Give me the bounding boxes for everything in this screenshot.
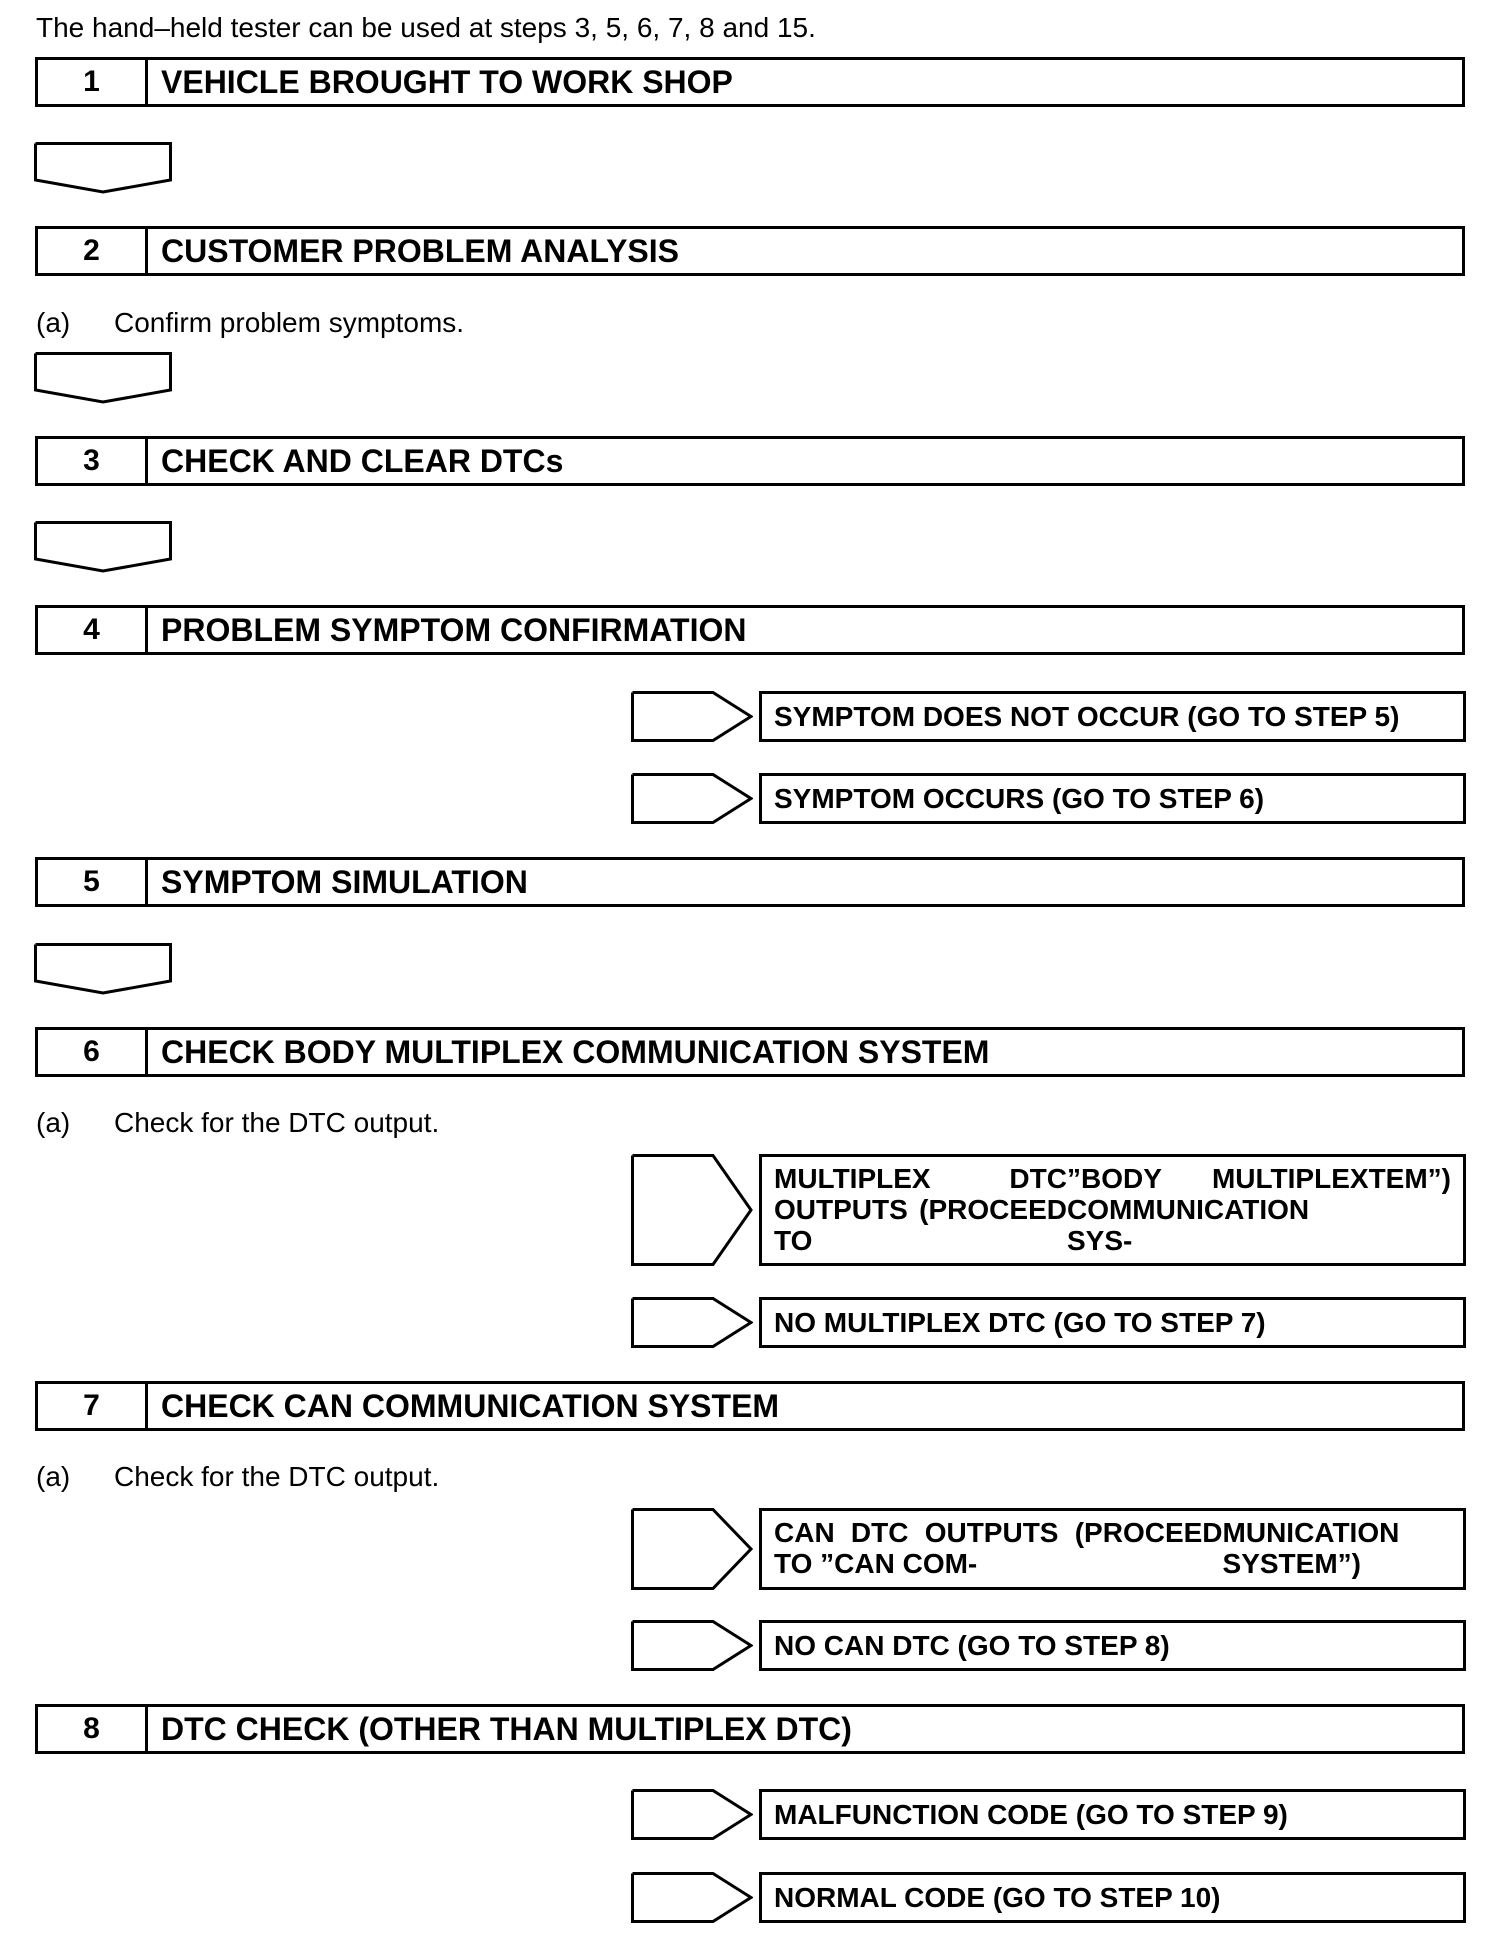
down-arrow-icon [34,352,172,404]
step-title: VEHICLE BROUGHT TO WORK SHOP [161,63,733,100]
substep-marker: (a) [36,1107,71,1138]
intro-text: The hand–held tester can be used at steps 3, 5, 6, 7, 8 and 15. [36,12,816,43]
result-line: MUNICATION SYSTEM”) [1222,1517,1400,1579]
result-line: CAN DTC OUTPUTS (PROCEED TO ”CAN COM- [774,1517,1223,1579]
down-arrow-icon [34,521,172,573]
step-title: CHECK AND CLEAR DTCs [161,442,564,479]
result-no-multiplex-dtc: NO MULTIPLEX DTC (GO TO STEP 7) [759,1297,1466,1348]
step-title: PROBLEM SYMPTOM CONFIRMATION [161,611,747,648]
substep-text: Confirm problem symptoms. [114,307,465,338]
step-1-box [35,57,1465,107]
right-arrow-icon [631,1508,753,1590]
substep-text: Check for the DTC output. [114,1107,440,1138]
right-arrow-icon [631,1620,753,1671]
step-2-box [35,226,1465,276]
step-number: 3 [38,439,148,483]
right-arrow-icon [631,773,753,824]
result-no-can-dtc: NO CAN DTC (GO TO STEP 8) [759,1620,1466,1671]
step-title: DTC CHECK (OTHER THAN MULTIPLEX DTC) [161,1710,852,1747]
step-7-box [35,1381,1465,1431]
substep-7a [36,1460,439,1494]
substep-marker: (a) [36,1461,71,1492]
result-symptom-not-occur: SYMPTOM DOES NOT OCCUR (GO TO STEP 5) [759,691,1466,742]
right-arrow-icon [631,691,753,742]
step-number: 2 [38,229,148,273]
right-arrow-icon [631,1789,753,1840]
result-line: MULTIPLEX DTC OUTPUTS (PROCEED TO [774,1163,1067,1256]
down-arrow-icon [34,142,172,194]
step-5-box [35,857,1465,907]
result-can-dtc-outputs [759,1508,1466,1590]
step-number: 8 [38,1707,148,1751]
right-arrow-icon [631,1872,753,1923]
result-symptom-occurs: SYMPTOM OCCURS (GO TO STEP 6) [759,773,1466,824]
right-arrow-icon [631,1154,753,1266]
step-6-box [35,1027,1465,1077]
step-3-box [35,436,1465,486]
step-4-box [35,605,1465,655]
result-normal-code: NORMAL CODE (GO TO STEP 10) [759,1872,1466,1923]
step-title: CUSTOMER PROBLEM ANALYSIS [161,232,679,269]
result-multiplex-dtc-outputs [759,1154,1466,1266]
result-malfunction-code: MALFUNCTION CODE (GO TO STEP 9) [759,1789,1466,1840]
step-title: CHECK CAN COMMUNICATION SYSTEM [161,1387,780,1424]
step-title: SYMPTOM SIMULATION [161,863,528,900]
substep-marker: (a) [36,307,71,338]
substep-text: Check for the DTC output. [114,1461,440,1492]
substep-2a [36,306,464,340]
step-number: 1 [38,60,148,104]
result-line: ”BODY MULTIPLEX COMMUNICATION SYS- [1066,1163,1369,1256]
step-number: 5 [38,860,148,904]
step-8-box [35,1704,1465,1754]
down-arrow-icon [34,943,172,995]
substep-6a [36,1106,439,1140]
right-arrow-icon [631,1297,753,1348]
step-number: 4 [38,608,148,652]
result-line: TEM”) [1368,1163,1451,1194]
step-number: 6 [38,1030,148,1074]
step-title: CHECK BODY MULTIPLEX COMMUNICATION SYSTEM [161,1033,990,1070]
step-number: 7 [38,1384,148,1428]
